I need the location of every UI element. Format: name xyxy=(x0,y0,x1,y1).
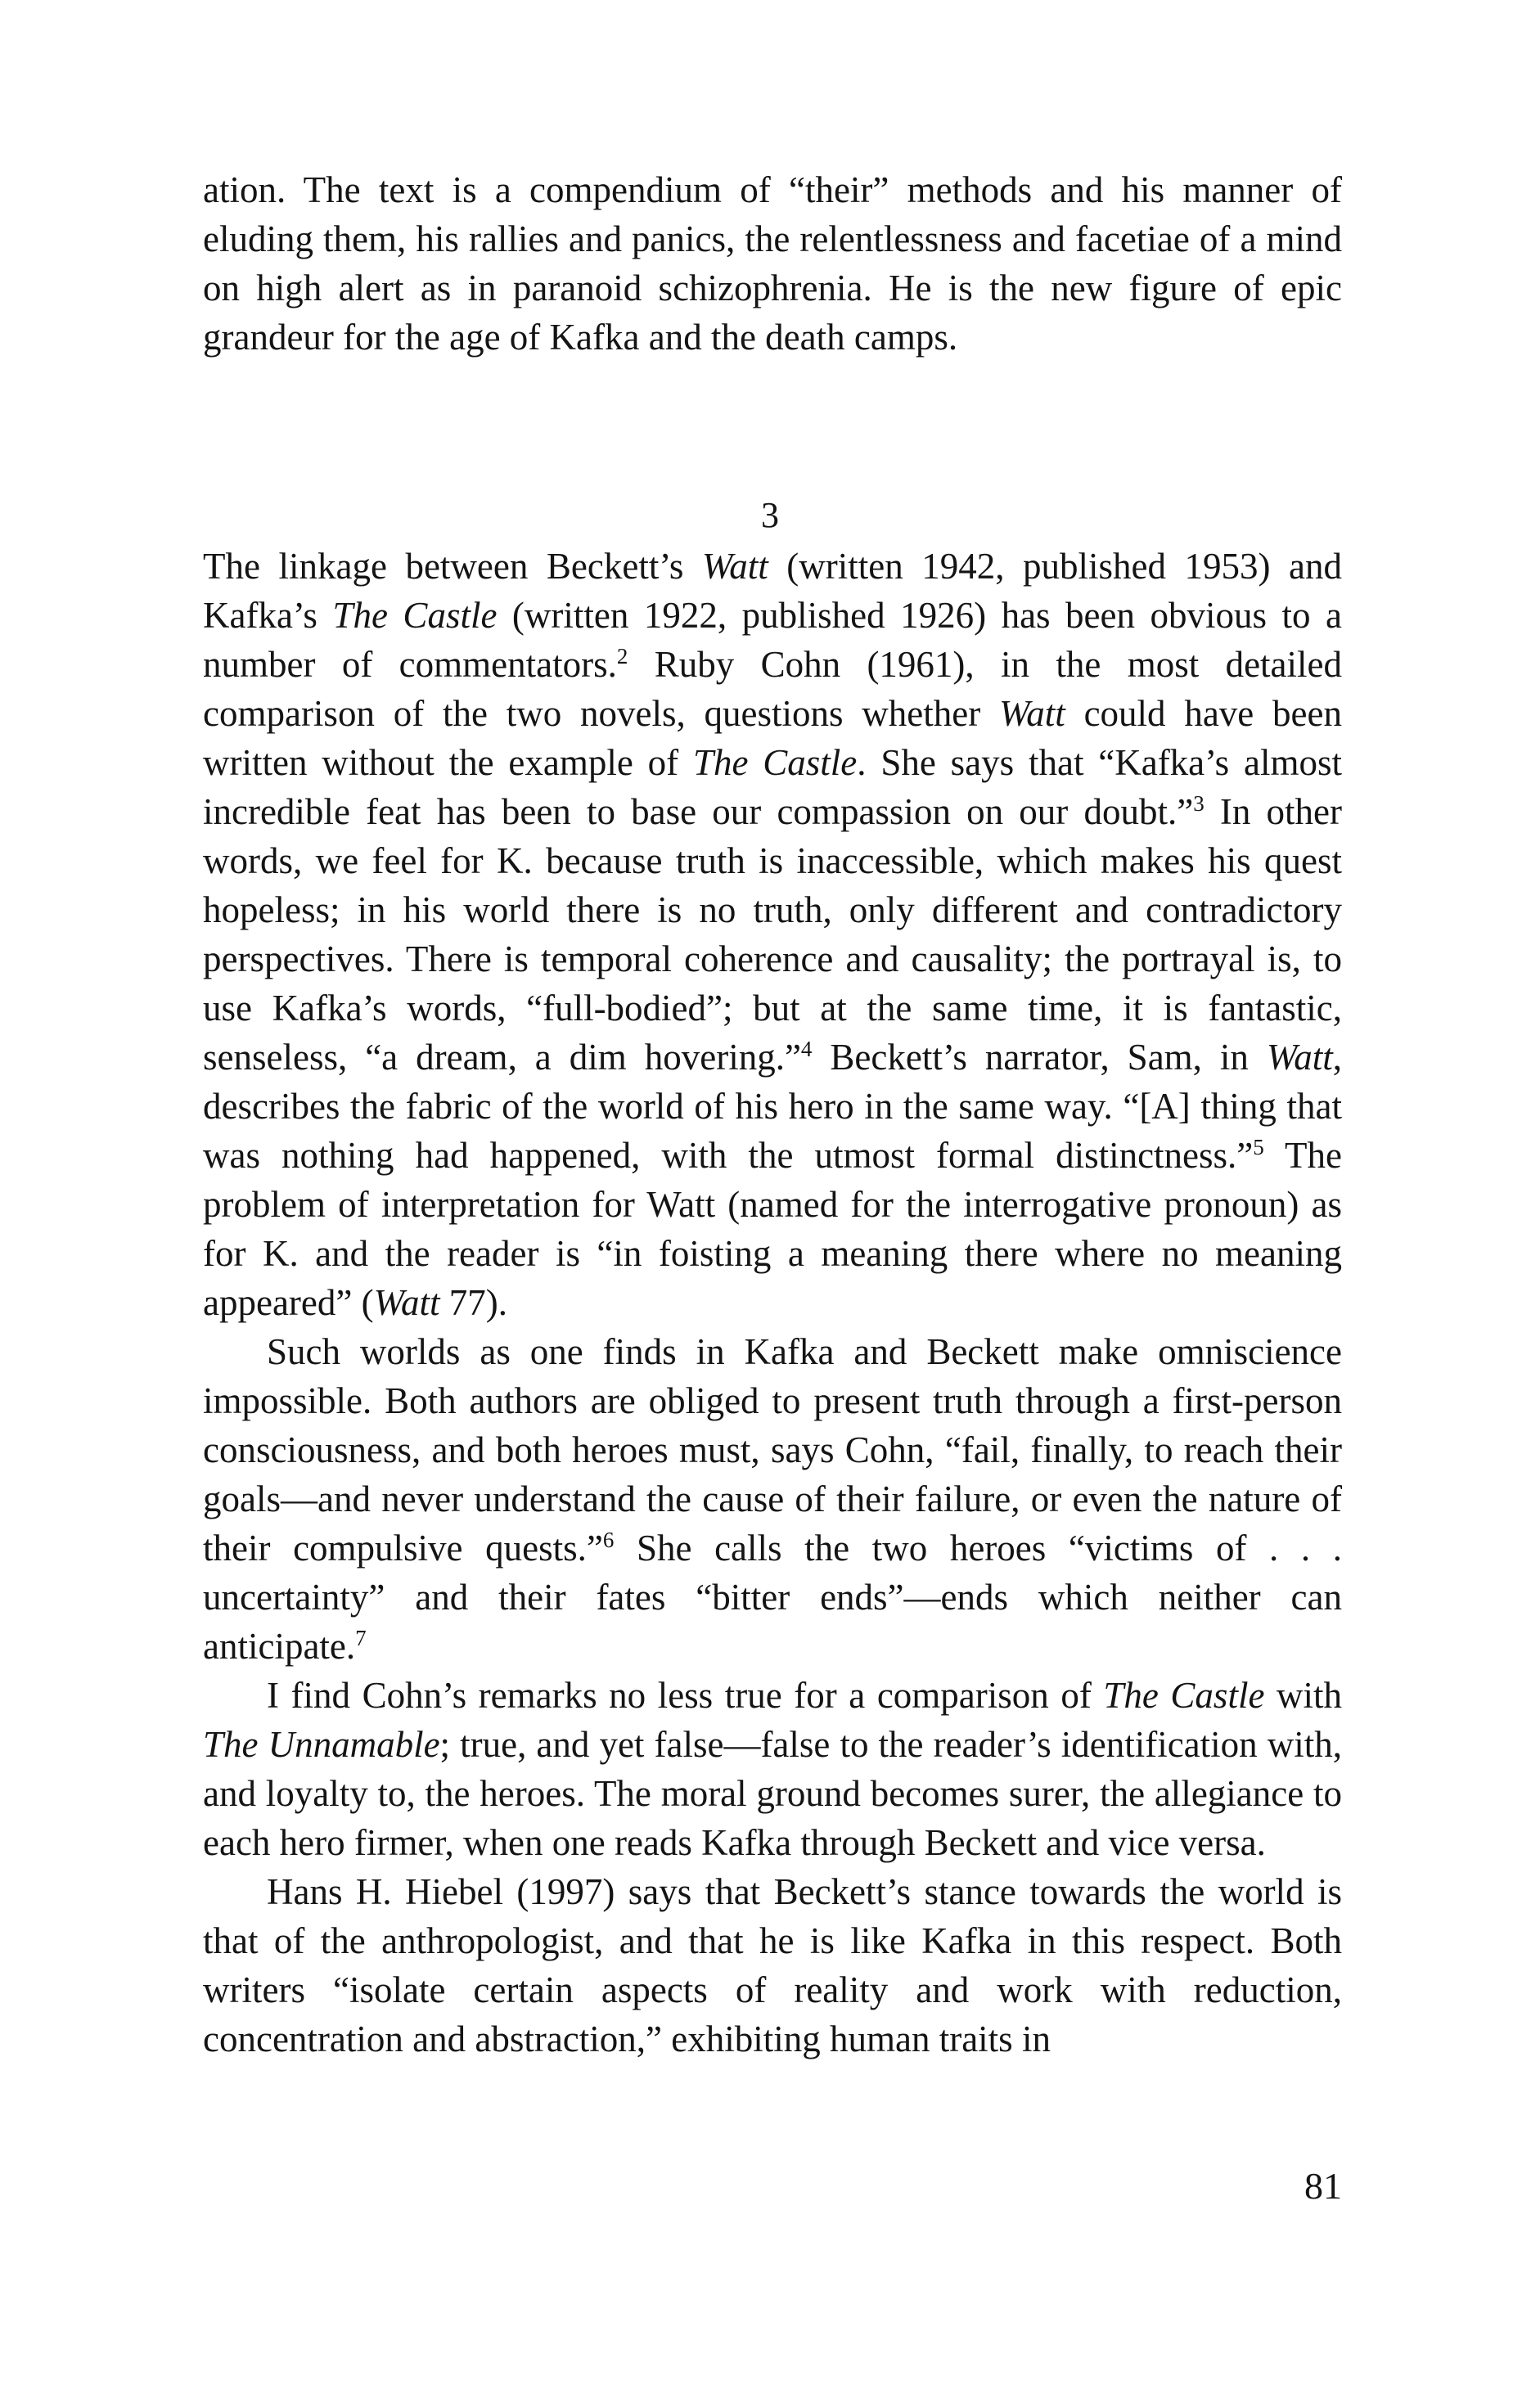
text-run: Hans H. Hiebel (1997) says that Beckett’s stance towards the world is that of the anthropologist, and that he is like Kafka in this respect. Both writers “isolate certain aspects of reality and work with reduction, concentration and abstraction,” exhibiting human traits in xyxy=(203,1871,1342,2059)
text-run: The problem of interpretation for Watt (named for the interrogative pronoun) as for K. and the reader is “in foisting a meaning there where no meaning appeared” ( xyxy=(203,1135,1342,1323)
text-run: . She says that “Kafka’s almost incredible feat has been to base our compassion on our doubt.” xyxy=(203,742,1342,832)
text-run: with xyxy=(1264,1675,1342,1716)
text-run: could have been written without the example of xyxy=(203,693,1342,783)
footnote-marker: 7 xyxy=(355,1626,367,1650)
text-run: I find Cohn’s remarks no less true for a comparison of xyxy=(267,1675,1104,1716)
text-run: In other words, we feel for K. because truth is inaccessible, which makes his quest hopeless; in his world there is no truth, only different and contradictory perspectives. There is temporal coherence and causality; the portrayal is, to use Kafka’s words, “full-bodied”; but at the same time, it is fantastic, senseless, “a dream, a dim hovering.” xyxy=(203,791,1342,1078)
paragraph-hiebel xyxy=(203,1867,1342,2064)
text-run: The linkage between Beckett’s xyxy=(203,546,702,587)
title-italic: Watt xyxy=(373,1282,440,1323)
footnote-marker: 4 xyxy=(800,1037,813,1061)
footnote-marker: 3 xyxy=(1193,791,1205,816)
text-run: (written 1942, published 1953) and Kafka’s xyxy=(203,546,1342,636)
text-run: ; true, and yet false—false to the reader’s identification with, and loyalty to, the heroes. The moral ground becomes surer, the allegiance to each hero firmer, when one reads Kafka through Beckett and vice versa. xyxy=(203,1724,1342,1863)
title-italic: Watt xyxy=(998,693,1065,734)
section-body xyxy=(203,542,1342,2064)
title-italic: Watt xyxy=(1266,1037,1333,1078)
title-italic: The Castle xyxy=(332,595,498,636)
text-run: She calls the two heroes “victims of . . . uncertainty” and their fates “bitter ends”—ends which neither can anticipate. xyxy=(203,1528,1343,1667)
title-italic: The Castle xyxy=(692,742,858,783)
footnote-marker: 5 xyxy=(1253,1135,1264,1159)
title-italic: The Castle xyxy=(1103,1675,1265,1716)
title-italic: Watt xyxy=(701,546,768,587)
footnote-marker: 6 xyxy=(602,1528,615,1552)
text-run: Ruby Cohn (1961), in the most detailed comparison of the two novels, questions whether xyxy=(203,644,1343,734)
paragraph-linkage xyxy=(203,542,1342,1327)
title-italic: The Unnamable xyxy=(203,1724,440,1765)
paragraph-omniscience xyxy=(203,1327,1342,1671)
page-number: 81 xyxy=(1304,2165,1342,2207)
text-run: , describes the fabric of the world of his hero in the same way. “[A] thing that was nothing had happened, with the utmost formal distinctness.” xyxy=(203,1037,1342,1176)
footnote-marker: 2 xyxy=(616,644,628,668)
text-run: Such worlds as one finds in Kafka and Beckett make omniscience impossible. Both authors are obliged to present truth through a first-person consciousness, and both heroes must, says Cohn, “fail, finally, to reach their goals—and never understand the cause of their failure, or even the nature of their compulsive quests.” xyxy=(203,1331,1342,1569)
text-run: Beckett’s narrator, Sam, in xyxy=(812,1037,1267,1078)
paragraph-cohn-remarks xyxy=(203,1671,1342,1867)
section-number: 3 xyxy=(761,495,779,535)
text-run: (written 1922, published 1926) has been obvious to a number of commentators. xyxy=(203,595,1342,685)
text-run: 77). xyxy=(439,1282,507,1323)
lead-paragraph-block xyxy=(203,165,1342,362)
lead-paragraph: ation. The text is a compendium of “their” methods and his manner of eluding them, his rallies and panics, the relentlessness and facetiae of a mind on high alert as in paranoid schizophrenia. He is the new figure of epic grandeur for the age of Kafka and the death camps. xyxy=(203,169,1342,358)
